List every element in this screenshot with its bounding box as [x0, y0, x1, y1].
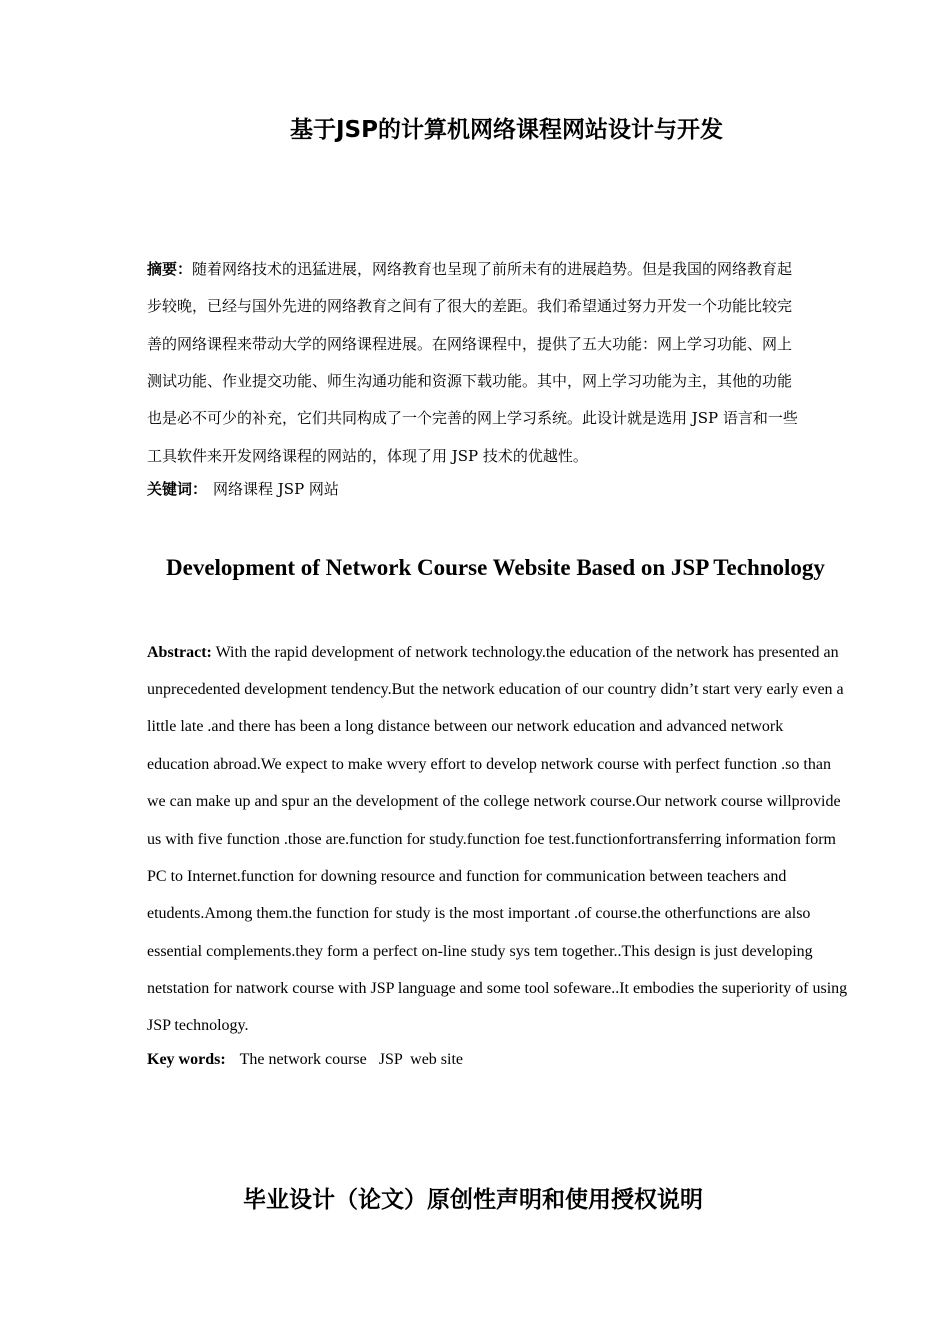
english-abstract-line: we can make up and spur an the development of the college network course.Our network course willprovide — [147, 793, 841, 810]
english-abstract-line: PC to Internet.function for downing resource and function for communication between teachers and — [147, 868, 787, 885]
english-abstract-label: Abstract: — [147, 644, 212, 661]
english-abstract-line: Abstract: With the rapid development of network technology.the education of the network has presented an — [147, 644, 839, 661]
english-title: Development of Network Course Website Based on JSP Technology — [166, 555, 825, 580]
chinese-abstract-line: 摘要：随着网络技术的迅猛进展，网络教育也呈现了前所未有的进展趋势。但是我国的网络教育起 — [147, 260, 793, 278]
chinese-keywords — [147, 478, 339, 499]
english-abstract-line: JSP technology. — [147, 1017, 249, 1034]
chinese-title: 基于JSP的计算机网络课程网站设计与开发 — [290, 117, 723, 143]
chinese-abstract-label: 摘要： — [147, 260, 193, 278]
english-abstract-line: little late .and there has been a long distance between our network education and advanced network — [147, 718, 784, 735]
chinese-abstract-line: 工具软件来开发网络课程的网站的，体现了用 JSP 技术的优越性。 — [147, 447, 588, 465]
english-abstract-line: etudents.Among them.the function for study is the most important .of course.the otherfunctions are also — [147, 905, 811, 922]
chinese-keywords-label: 关键词： — [147, 480, 208, 498]
chinese-abstract-line: 也是必不可少的补充，它们共同构成了一个完善的网上学习系统。此设计就是选用 JSP 语言和一些 — [147, 409, 798, 427]
english-abstract-line: us with five function .those are.function for study.function foe test.functionfortransferring information form — [147, 831, 836, 848]
chinese-keywords-value: 网络课程 JSP 网站 — [213, 480, 339, 498]
english-abstract-line: essential complements.they form a perfect on-line study sys tem together..This design is just developing — [147, 943, 813, 960]
chinese-abstract-line: 测试功能、作业提交功能、师生沟通功能和资源下载功能。其中，网上学习功能为主，其他的功能 — [147, 372, 793, 390]
english-keywords-label: Key words: — [147, 1051, 226, 1068]
english-abstract-line: education abroad.We expect to make wvery effort to develop network course with perfect function .so than — [147, 756, 831, 773]
declaration-title: 毕业设计（论文）原创性声明和使用授权说明 — [243, 1187, 703, 1213]
english-keywords-value: The network course JSP web site — [239, 1051, 464, 1068]
chinese-abstract-line: 步较晚，已经与国外先进的网络教育之间有了很大的差距。我们希望通过努力开发一个功能比较完 — [147, 297, 793, 315]
chinese-abstract-line: 善的网络课程来带动大学的网络课程进展。在网络课程中，提供了五大功能：网上学习功能、网上 — [147, 335, 793, 353]
english-keywords — [147, 1051, 463, 1069]
english-abstract-line: unprecedented development tendency.But the network education of our country didn’t start very early even a — [147, 681, 844, 698]
english-abstract-line: netstation for natwork course with JSP language and some tool sofeware..It embodies the superiority of using — [147, 980, 848, 997]
